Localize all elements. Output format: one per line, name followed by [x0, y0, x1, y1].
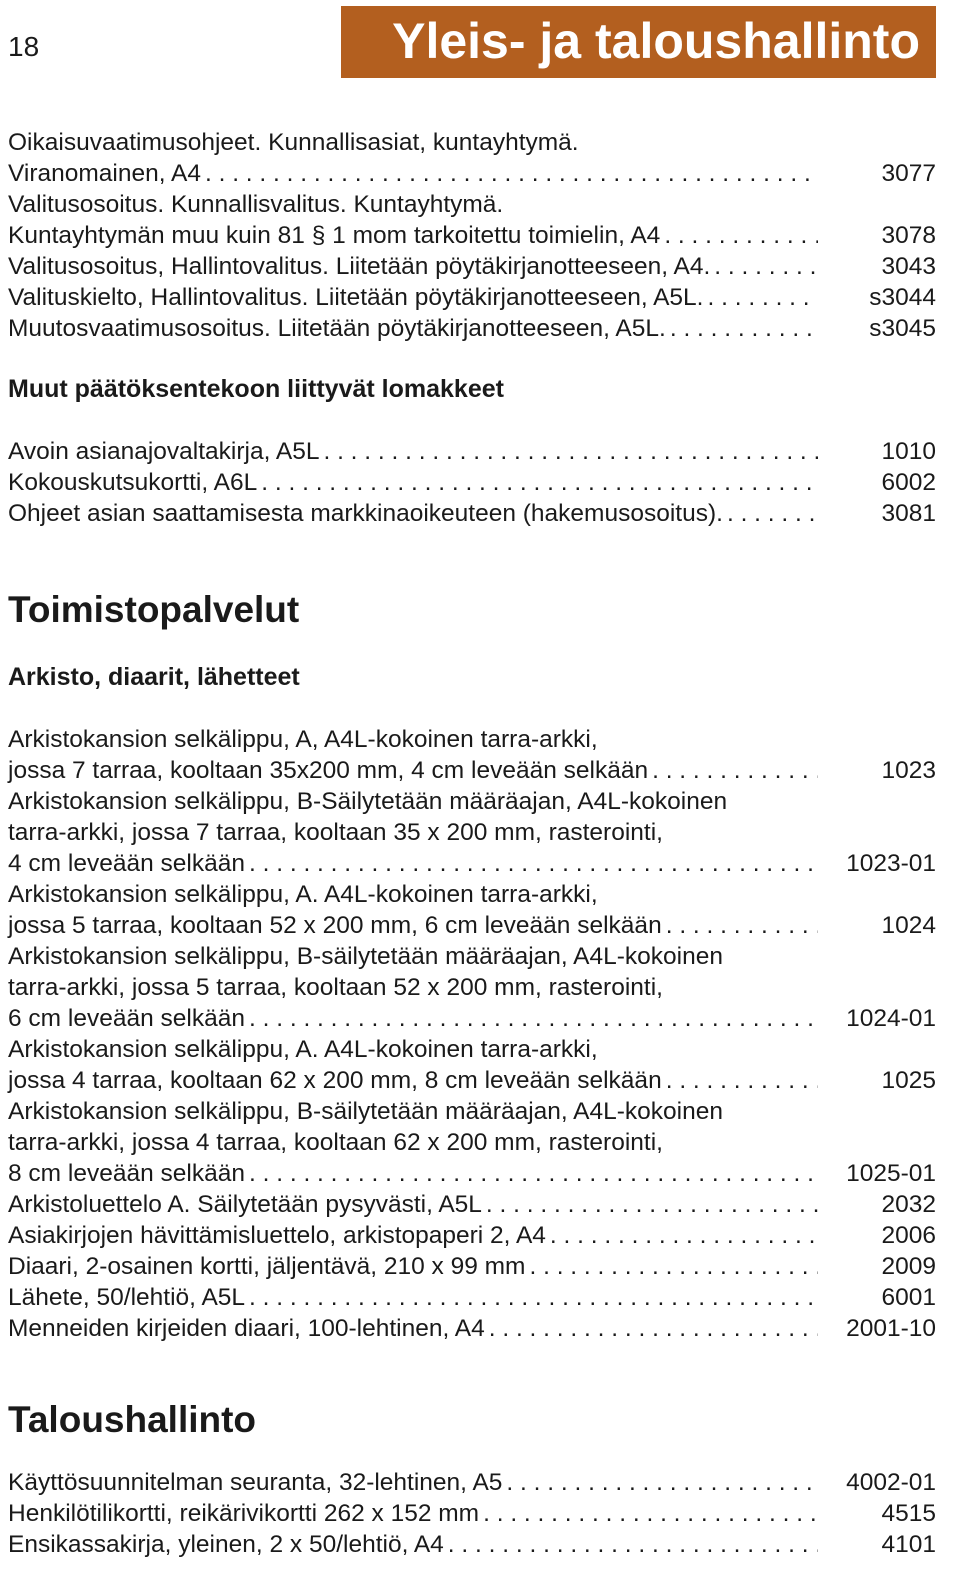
catalog-entry [8, 467, 936, 498]
entry-last-line [8, 1220, 936, 1251]
product-code: 1023 [881, 757, 936, 784]
dot-leader [648, 755, 818, 786]
catalog-entry [8, 941, 936, 1034]
entry-list [8, 724, 936, 1344]
product-code: 6002 [881, 469, 936, 496]
product-code: 1025 [881, 1067, 936, 1094]
entry-description: Muutosvaatimusosoitus. Liitetään pöytäkirjanotteeseen, A5L. [8, 315, 666, 342]
entry-description: Valitusosoitus, Hallintovalitus. Liitetään pöytäkirjanotteeseen, A4. [8, 253, 711, 280]
entry-description: Valitusosoitus. Kunnallisvalitus. Kuntayhtymä. [8, 191, 504, 218]
dot-leader [257, 467, 818, 498]
dot-leader [245, 1282, 818, 1313]
dot-leader [485, 1313, 818, 1344]
dot-leader [319, 436, 818, 467]
entry-last-line [8, 1065, 936, 1096]
product-code: 3043 [881, 253, 936, 280]
entry-list [8, 127, 936, 344]
entry-description: Menneiden kirjeiden diaari, 100-lehtinen, A4 [8, 1315, 485, 1342]
catalog-entry [8, 1529, 936, 1560]
catalog-entry [8, 786, 936, 879]
dot-leader [662, 910, 818, 941]
entry-description: Käyttösuunnitelman seuranta, 32-lehtinen, A5 [8, 1469, 503, 1496]
entry-description: 4 cm leveään selkään [8, 850, 245, 877]
entry-description: 8 cm leveään selkään [8, 1160, 245, 1187]
entry-description: tarra-arkki, jossa 4 tarraa, kooltaan 62 x 200 mm, rasterointi, [8, 1129, 663, 1156]
entry-line [8, 189, 936, 220]
entry-last-line [8, 1467, 936, 1498]
entry-line [8, 1096, 936, 1127]
entry-description: Kokouskutsukortti, A6L [8, 469, 258, 496]
entry-description: Arkistokansion selkälippu, B-Säilytetään määräajan, A4L-kokoinen [8, 788, 728, 815]
catalog-entry [8, 1498, 936, 1529]
entry-last-line [8, 1498, 936, 1529]
entry-last-line [8, 220, 936, 251]
entry-last-line [8, 1158, 936, 1189]
entry-description: Lähete, 50/lehtiö, A5L [8, 1284, 246, 1311]
entry-description: Avoin asianajovaltakirja, A5L [8, 438, 320, 465]
entry-last-line [8, 1313, 936, 1344]
entry-line [8, 879, 936, 910]
dot-leader [666, 313, 818, 344]
catalog-entry [8, 1096, 936, 1189]
entry-description: Arkistokansion selkälippu, A. A4L-kokoinen tarra-arkki, [8, 1036, 598, 1063]
entry-description: Arkistoluettelo A. Säilytetään pysyvästi, A5L [8, 1191, 482, 1218]
catalog-entry [8, 1189, 936, 1220]
entry-description: Ohjeet asian saattamisesta markkinaoikeuteen (hakemusosoitus). [8, 500, 723, 527]
product-code: 1024-01 [846, 1005, 936, 1032]
product-code: 3077 [881, 160, 936, 187]
catalog-entry [8, 1467, 936, 1498]
product-code: 1025-01 [846, 1160, 936, 1187]
entry-last-line [8, 436, 936, 467]
catalog-entry [8, 1282, 936, 1313]
page-number: 18 [8, 31, 40, 62]
dot-leader [723, 498, 818, 529]
product-code: 1024 [881, 912, 936, 939]
entry-description: Diaari, 2-osainen kortti, jäljentävä, 210 x 99 mm [8, 1253, 526, 1280]
dot-leader [660, 220, 818, 251]
product-code: 2032 [881, 1191, 936, 1218]
entry-description: Arkistokansion selkälippu, B-säilytetään määräajan, A4L-kokoinen [8, 1098, 723, 1125]
entry-last-line [8, 755, 936, 786]
entry-line [8, 817, 936, 848]
entry-description: jossa 7 tarraa, kooltaan 35x200 mm, 4 cm leveään selkään [8, 757, 649, 784]
entry-description: Henkilötilikortti, reikärivikortti 262 x 152 mm [8, 1500, 480, 1527]
section-office-services [8, 588, 936, 1344]
dot-leader [245, 1003, 818, 1034]
product-code: 1023-01 [846, 850, 936, 877]
entry-line [8, 1034, 936, 1065]
entry-last-line [8, 282, 936, 313]
entry-description: Arkistokansion selkälippu, B-säilytetään määräajan, A4L-kokoinen [8, 943, 723, 970]
dot-leader [662, 1065, 818, 1096]
section-heading: Taloushallinto [8, 1399, 257, 1440]
title-banner [341, 6, 936, 78]
entry-list [8, 436, 936, 529]
product-code: s3044 [869, 284, 936, 311]
product-code: 1010 [881, 438, 936, 465]
entry-last-line [8, 1282, 936, 1313]
product-code: 3081 [881, 500, 936, 527]
entry-line [8, 724, 936, 755]
section-financial-management [8, 1398, 936, 1560]
catalog-entry [8, 1313, 936, 1344]
catalog-entry [8, 1034, 936, 1096]
entry-description: Kuntayhtymän muu kuin 81 § 1 mom tarkoitettu toimielin, A4 [8, 222, 661, 249]
dot-leader [482, 1189, 818, 1220]
product-code: 4101 [881, 1531, 936, 1558]
product-code: s3045 [869, 315, 936, 342]
entry-last-line [8, 848, 936, 879]
catalog-entry [8, 436, 936, 467]
product-code: 3078 [881, 222, 936, 249]
catalog-entry [8, 498, 936, 529]
product-code: 2006 [881, 1222, 936, 1249]
entry-description: Oikaisuvaatimusohjeet. Kunnallisasiat, kuntayhtymä. [8, 129, 579, 156]
product-code: 2009 [881, 1253, 936, 1280]
catalog-entry [8, 189, 936, 251]
section-subheading: Arkisto, diaarit, lähetteet [8, 663, 300, 691]
product-code: 6001 [881, 1284, 936, 1311]
entry-last-line [8, 467, 936, 498]
catalog-entry [8, 313, 936, 344]
product-code: 4002-01 [846, 1469, 936, 1496]
entry-last-line [8, 313, 936, 344]
entry-description: tarra-arkki, jossa 5 tarraa, kooltaan 52 x 200 mm, rasterointi, [8, 974, 663, 1001]
entry-description: jossa 5 tarraa, kooltaan 52 x 200 mm, 6 cm leveään selkään [8, 912, 662, 939]
entry-last-line [8, 1529, 936, 1560]
entry-line [8, 1127, 936, 1158]
entry-last-line [8, 251, 936, 282]
entry-last-line [8, 158, 936, 189]
dot-leader [710, 251, 818, 282]
entry-line [8, 941, 936, 972]
entry-description: Asiakirjojen hävittämisluettelo, arkistopaperi 2, A4 [8, 1222, 546, 1249]
entry-description: 6 cm leveään selkään [8, 1005, 245, 1032]
entry-description: Valituskielto, Hallintovalitus. Liitetään pöytäkirjanotteeseen, A5L. [8, 284, 704, 311]
catalog-entry [8, 251, 936, 282]
entry-last-line [8, 1003, 936, 1034]
catalog-entry [8, 724, 936, 786]
catalog-entry [8, 1251, 936, 1282]
entry-line [8, 786, 936, 817]
catalog-entry [8, 1220, 936, 1251]
catalog-entry [8, 879, 936, 941]
dot-leader [704, 282, 819, 313]
dot-leader [201, 158, 818, 189]
entry-line [8, 127, 936, 158]
entry-last-line [8, 1189, 936, 1220]
catalog-entry [8, 282, 936, 313]
entry-list [8, 1467, 936, 1560]
dot-leader [479, 1498, 818, 1529]
page-title: Yleis- ja taloushallinto [392, 13, 920, 69]
dot-leader [245, 1158, 818, 1189]
catalog-entry [8, 127, 936, 189]
section-other-decision-forms [8, 374, 936, 529]
dot-leader [525, 1251, 818, 1282]
section-heading: Toimistopalvelut [8, 589, 300, 630]
dot-leader [502, 1467, 818, 1498]
entry-description: Ensikassakirja, yleinen, 2 x 50/lehtiö, A4 [8, 1531, 444, 1558]
product-code: 4515 [881, 1500, 936, 1527]
entry-description: Viranomainen, A4 [8, 160, 201, 187]
entry-description: jossa 4 tarraa, kooltaan 62 x 200 mm, 8 cm leveään selkään [8, 1067, 662, 1094]
entry-description: Arkistokansion selkälippu, A. A4L-kokoinen tarra-arkki, [8, 881, 598, 908]
entry-description: tarra-arkki, jossa 7 tarraa, kooltaan 35 x 200 mm, rasterointi, [8, 819, 663, 846]
entry-line [8, 972, 936, 1003]
section-heading: Muut päätöksentekoon liittyvät lomakkeet [8, 375, 504, 403]
entry-last-line [8, 1251, 936, 1282]
entry-last-line [8, 498, 936, 529]
product-code: 2001-10 [846, 1315, 936, 1342]
dot-leader [245, 848, 818, 879]
dot-leader [546, 1220, 818, 1251]
entry-description: Arkistokansion selkälippu, A, A4L-kokoinen tarra-arkki, [8, 726, 598, 753]
entry-last-line [8, 910, 936, 941]
section-appeal-forms [8, 127, 936, 344]
dot-leader [444, 1529, 818, 1560]
